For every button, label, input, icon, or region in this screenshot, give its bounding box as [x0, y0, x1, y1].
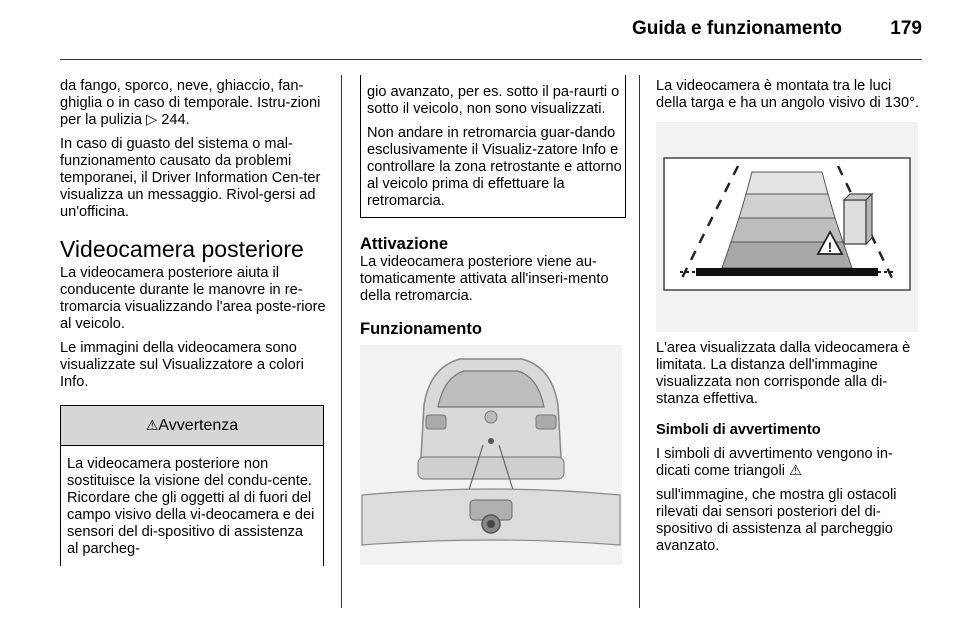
camera-view-diagram	[656, 122, 918, 332]
column-2	[360, 75, 626, 565]
paragraph-camera-mount: La videocamera è montata tra le luci della targa e ha un angolo visivo di 130°.	[656, 78, 920, 111]
attivazione-text: La videocamera posteriore viene au-tomaticamente attivata all'inseri-mento della retromarcia.	[360, 254, 609, 304]
paragraph-limited-area: L'area visualizzata dalla videocamera è limitata. La distanza dell'immagine visualizzata non corrisponde alla di-stanza effettiva.	[656, 340, 911, 407]
paragraph-obstacles: sull'immagine, che mostra gli ostacoli rilevati dai sensori posteriori del di-spositivo di assistenza al parcheggio avanzato.	[656, 487, 897, 554]
warning-title: Avvertenza	[158, 417, 239, 434]
paragraph-display: Le immagini della videocamera sono visualizzate sul Visualizzatore a colori Info.	[60, 340, 304, 390]
paragraph-cleaning: da fango, sporco, neve, ghiaccio, fan-ghiglia o in caso di temporale. Istru-zioni per la pulizia ▷ 244.	[60, 78, 321, 128]
page-header-title: Guida e funzionamento	[631, 18, 842, 39]
left-tail-light	[426, 415, 446, 429]
warning-triangle-icon: ⚠	[789, 463, 803, 479]
camera-spot	[488, 438, 494, 444]
paragraph-intro: La videocamera posteriore aiuta il conducente durante le manovre in re-tromarcia visualizzando l'area poste-riore al veicolo.	[60, 265, 326, 332]
simboli-title: Simboli di avvertimento	[656, 422, 821, 438]
obstacle-block	[844, 200, 866, 244]
warning-cont-text-1: gio avanzato, per es. sotto il pa-raurti o sotto il veicolo, non sono visualizzati.	[367, 84, 620, 117]
simboli-text-content: I simboli di avvertimento vengono in-dicati come triangoli	[656, 446, 893, 479]
distance-band-4	[746, 172, 828, 194]
page-number: 179	[890, 18, 922, 39]
column-divider-1	[341, 75, 342, 608]
warning-box	[60, 405, 324, 566]
rear-bumper	[418, 457, 564, 479]
section-title: Videocamera posteriore	[60, 236, 304, 262]
header-rule	[60, 59, 922, 60]
funzionamento-title: Funzionamento	[360, 320, 482, 338]
simboli-text	[656, 446, 922, 480]
column-3	[656, 78, 922, 562]
warning-cont-text-2: Non andare in retromarcia guar-dando esclusivamente il Visualiz-zatore Info e controllare la zona retrostante e attorno al veicolo prima di effettuare la retromarcia.	[367, 125, 622, 209]
rear-window	[438, 371, 544, 407]
right-tail-light	[536, 415, 556, 429]
warning-triangle-icon: ⚠	[145, 417, 159, 433]
distance-band-3	[739, 194, 835, 218]
bumper-bar	[696, 268, 878, 276]
column-divider-2	[639, 75, 640, 608]
obstacle-block-side	[866, 194, 872, 244]
camera-lens-inner	[487, 520, 495, 528]
warning-exclamation: !	[827, 239, 833, 255]
attivazione-title: Attivazione	[360, 235, 449, 253]
brand-logo	[485, 411, 497, 423]
warning-box-continued	[360, 75, 626, 218]
warning-header	[61, 406, 323, 446]
warning-body: La videocamera posteriore non sostituisce la visione del condu-cente. Ricordare che gli oggetti al di fuori del campo visivo della vi-deocamera e dei sensori del di-spositivo di assistenza al parcheg-	[67, 456, 315, 557]
paragraph-malfunction: In caso di guasto del sistema o mal-funzionamento causato da problemi temporanei, il Driver Information Cen-ter visualizza un messaggio. Rivol-gersi ad un'officina.	[60, 136, 321, 220]
rear-car-camera-illustration	[360, 345, 622, 565]
column-1	[60, 78, 326, 566]
